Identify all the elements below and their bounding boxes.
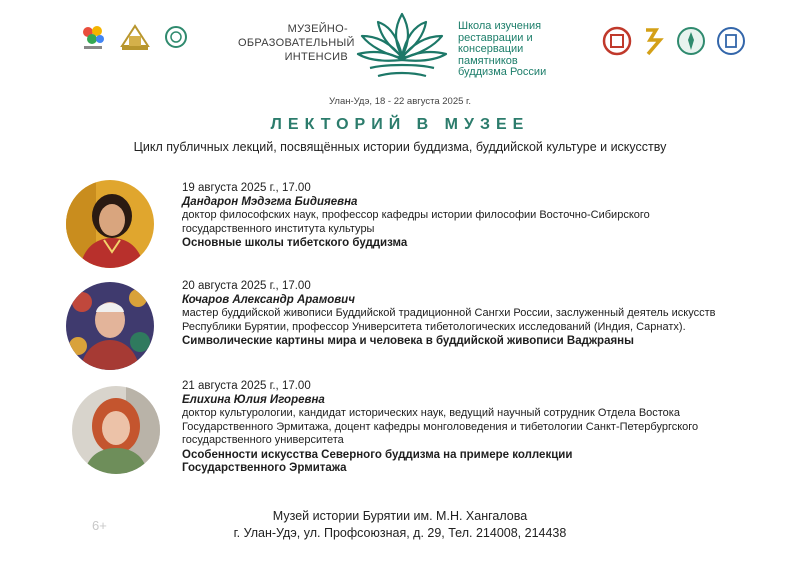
lecturer-1-photo [66,180,154,268]
lecture-2-topic: Символические картины мира и человека в буддийской живописи Ваджраяны [182,335,634,347]
event-dates: Улан-Удэ, 18 - 22 августа 2025 г. [329,96,471,107]
partner-logo-2-icon [118,22,152,52]
page-title: ЛЕКТОРИЙ В МУЗЕЕ [270,116,530,133]
intensive-line-2: ОБРАЗОВАТЕЛЬНЫЙ [238,37,355,49]
school-line-3: консервации [458,43,524,55]
footer-address [0,508,800,542]
intensive-label [238,22,355,64]
partner-logos-left [80,22,188,52]
lecturer-2-photo [66,282,154,370]
intensive-line-3: ИНТЕНСИВ [284,51,348,63]
lecture-3-description: доктор культурологии, кандидат исторических наук, ведущий научный сотрудник Отдела Востока Государственного Эрмитажа, доцент кафедры монголоведения и тибетологии Санкт-Петербургского государственного университета [182,407,699,446]
lecture-1 [182,182,782,251]
lecture-1-lecturer: Дандарон Мэдэгма Бидияевна [182,195,358,208]
partner-logo-3-icon [164,25,188,49]
lecture-3-lecturer: Елихина Юлия Игоревна [182,393,325,406]
lecture-2 [182,280,782,349]
lecture-1-topic: Основные школы тибетского буддизма [182,237,408,249]
page-subtitle: Цикл публичных лекций, посвящённых истории буддизма, буддийской культуре и искусству [133,140,667,154]
partner-logo-7-icon [716,26,746,56]
school-line-2: реставрации и [458,31,533,44]
age-rating: 6+ [92,518,107,533]
partner-logos-right [602,26,746,56]
school-line-5: буддизма России [458,66,547,78]
lecture-2-description: мастер буддийской живописи Буддийской традиционной Сангхи России, заслуженный деятель искусств Республики Бурятии, профессор Университета тибетологических исследований (Индия, Сарнатх). [182,307,716,333]
lecture-3-date: 21 августа 2025 г., 17.00 [182,380,311,392]
lotus-logo-icon [352,6,452,92]
school-line-4: памятников [458,54,518,67]
lecture-3 [182,380,782,476]
footer-address-line: г. Улан-Удэ, ул. Профсоюзная, д. 29, Тел. 214008, 214438 [233,526,567,540]
partner-logo-6-icon [676,26,706,56]
partner-logo-1-icon [80,22,106,52]
partner-logo-4-icon [602,26,632,56]
lecturer-3-photo [72,386,160,474]
lecture-2-date: 20 августа 2025 г., 17.00 [182,280,311,292]
intensive-line-1: МУЗЕЙНО- [287,23,348,35]
footer-museum: Музей истории Бурятии им. М.Н. Хангалова [272,509,528,523]
lecture-3-topic: Особенности искусства Северного буддизма на примере коллекции Государственного Эрмитажа [182,448,573,474]
school-label [458,21,578,79]
lecture-1-description: доктор философских наук, профессор кафедры истории философии Восточно-Сибирского государственного института культуры [182,209,650,235]
lecture-2-lecturer: Кочаров Александр Арамович [182,293,355,306]
partner-logo-5-icon [642,26,666,56]
lecture-1-date: 19 августа 2025 г., 17.00 [182,182,311,194]
school-line-1: Школа изучения [458,20,542,32]
